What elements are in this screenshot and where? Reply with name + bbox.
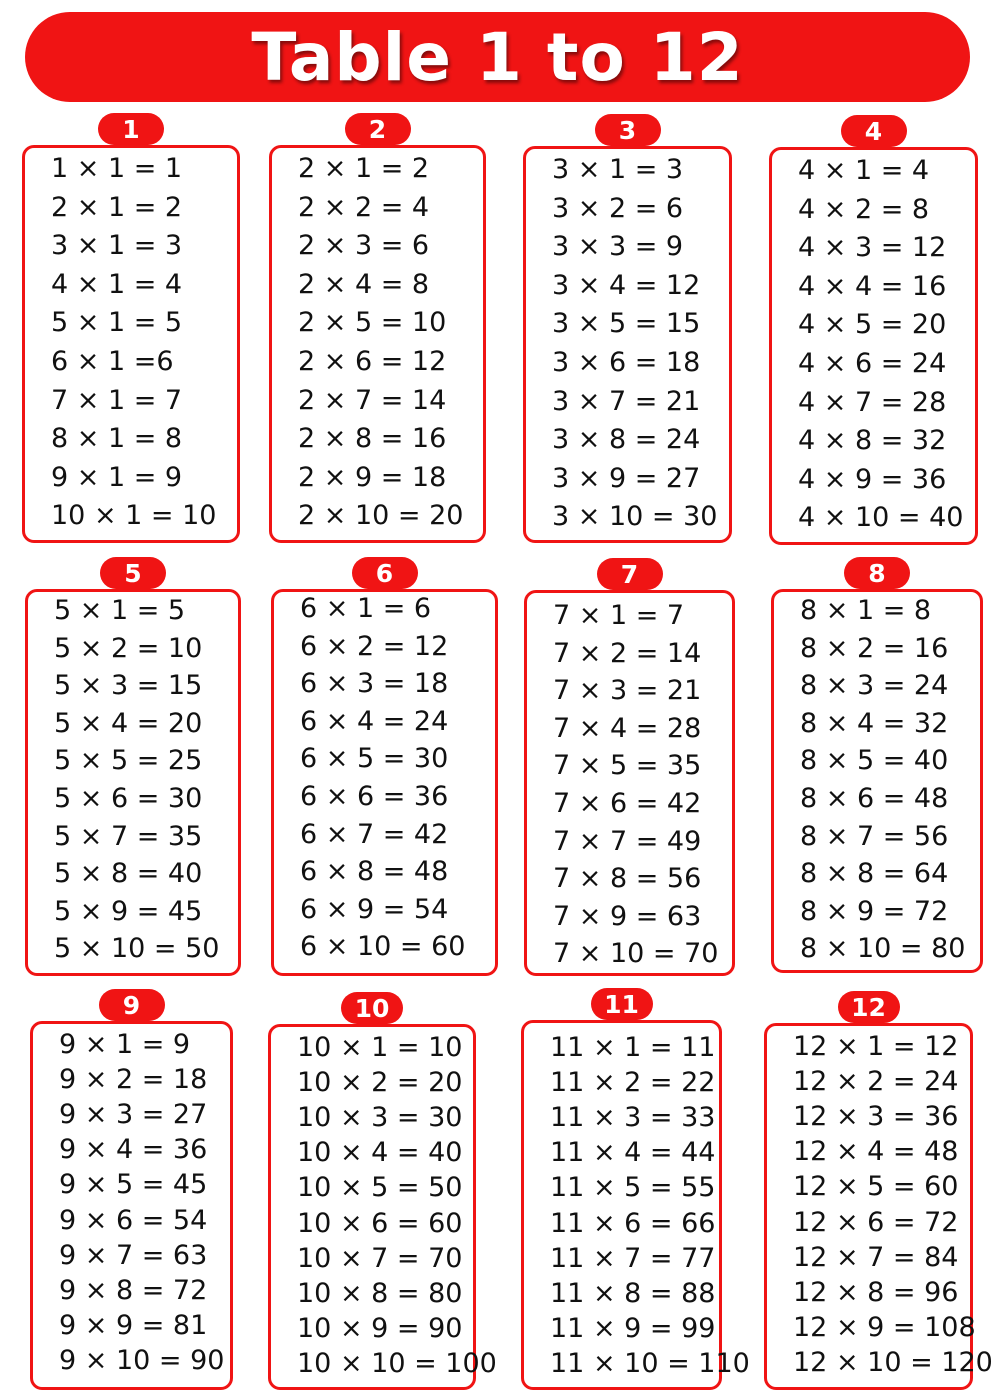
table-row: 12 × 7 = 84 — [793, 1241, 959, 1273]
table-row: 8 × 8 = 64 — [800, 858, 949, 890]
table-row: 12 × 8 = 96 — [793, 1276, 959, 1308]
table-box-4 — [769, 147, 978, 545]
table-row: 8 × 9 = 72 — [800, 895, 949, 927]
table-row: 8 × 1 = 8 — [51, 423, 183, 455]
table-row: 11 × 4 = 44 — [550, 1137, 716, 1169]
table-row: 2 × 1 = 2 — [51, 191, 183, 223]
table-row: 7 × 4 = 28 — [553, 712, 702, 744]
table-row: 2 × 3 = 6 — [298, 230, 430, 262]
table-number-badge: 12 — [838, 991, 900, 1023]
table-row: 9 × 7 = 63 — [59, 1239, 208, 1271]
table-row: 8 × 1 = 8 — [800, 595, 932, 626]
table-row: 3 × 9 = 27 — [552, 462, 701, 494]
table-number-badge: 7 — [597, 558, 663, 590]
table-number-badge: 4 — [841, 115, 907, 147]
table-row: 6 × 4 = 24 — [300, 705, 449, 737]
table-row: 2 × 6 = 12 — [298, 346, 447, 377]
table-row: 4 × 9 = 36 — [798, 463, 947, 495]
table-number-badge: 8 — [844, 557, 910, 589]
table-row: 7 × 1 = 7 — [51, 384, 183, 416]
table-row: 7 × 9 = 63 — [553, 900, 702, 932]
table-row: 2 × 7 = 14 — [298, 384, 447, 416]
table-row: 5 × 3 = 15 — [54, 670, 203, 702]
table-row: 6 × 1 =6 — [51, 346, 174, 377]
table-row: 7 × 5 = 35 — [553, 750, 702, 782]
table-row: 6 × 6 = 36 — [300, 781, 449, 812]
table-row: 5 × 8 = 40 — [54, 858, 203, 890]
table-row: 3 × 5 = 15 — [552, 308, 701, 340]
table-row: 4 × 4 = 16 — [798, 270, 947, 302]
table-row: 2 × 4 = 8 — [298, 268, 430, 300]
table-box-12 — [764, 1023, 993, 1390]
table-row: 5 × 6 = 30 — [54, 783, 203, 814]
table-row: 9 × 4 = 36 — [59, 1134, 208, 1166]
title-banner — [25, 12, 970, 102]
table-row: 6 × 8 = 48 — [300, 856, 449, 888]
table-row: 3 × 6 = 18 — [552, 347, 701, 378]
table-row: 6 × 5 = 30 — [300, 743, 449, 775]
table-row: 8 × 7 = 56 — [800, 820, 949, 852]
table-row: 2 × 5 = 10 — [298, 307, 447, 339]
table-box-11 — [521, 1020, 750, 1390]
table-row: 5 × 4 = 20 — [54, 707, 203, 739]
table-row: 6 × 9 = 54 — [300, 893, 449, 925]
table-row: 4 × 5 = 20 — [798, 309, 947, 341]
table-box-5 — [25, 589, 241, 976]
table-row: 11 × 6 = 66 — [550, 1207, 716, 1239]
table-box-9 — [30, 1021, 233, 1390]
table-row: 10 × 7 = 70 — [297, 1242, 463, 1274]
table-number-badge: 9 — [99, 989, 165, 1021]
table-row: 10 × 1 = 10 — [297, 1032, 463, 1063]
table-number-badge: 11 — [591, 988, 653, 1020]
table-row: 10 × 10 = 100 — [297, 1347, 497, 1379]
table-row: 8 × 10 = 80 — [800, 933, 966, 965]
table-box-2 — [269, 145, 486, 543]
table-box-3 — [523, 146, 732, 543]
table-number-badge: 10 — [341, 992, 403, 1024]
table-row: 7 × 10 = 70 — [553, 938, 719, 970]
table-row: 3 × 8 = 24 — [552, 424, 701, 456]
table-row: 12 × 3 = 36 — [793, 1101, 959, 1133]
table-row: 11 × 9 = 99 — [550, 1312, 716, 1344]
table-row: 2 × 10 = 20 — [298, 500, 464, 532]
table-row: 10 × 3 = 30 — [297, 1102, 463, 1134]
table-row: 4 × 3 = 12 — [798, 232, 947, 264]
table-row: 5 × 1 = 5 — [54, 595, 186, 626]
table-row: 12 × 9 = 108 — [793, 1311, 976, 1343]
table-row: 1 × 1 = 1 — [51, 153, 183, 184]
table-row: 9 × 10 = 90 — [59, 1344, 225, 1376]
table-row: 10 × 9 = 90 — [297, 1312, 463, 1344]
table-row: 10 × 1 = 10 — [51, 500, 217, 532]
table-number-badge: 1 — [98, 113, 164, 145]
table-row: 2 × 2 = 4 — [298, 191, 430, 223]
table-number-badge: 6 — [352, 557, 418, 589]
table-row: 4 × 10 = 40 — [798, 502, 964, 534]
table-row: 5 × 1 = 5 — [51, 307, 183, 339]
table-row: 7 × 6 = 42 — [553, 788, 702, 819]
table-row: 10 × 4 = 40 — [297, 1137, 463, 1169]
table-box-7 — [524, 590, 735, 976]
table-row: 7 × 2 = 14 — [553, 637, 702, 669]
table-row: 12 × 10 = 120 — [793, 1346, 993, 1378]
table-number-badge: 2 — [345, 113, 411, 145]
table-row: 10 × 5 = 50 — [297, 1172, 463, 1204]
table-row: 5 × 10 = 50 — [54, 933, 220, 965]
table-row: 7 × 1 = 7 — [553, 600, 685, 631]
table-row: 9 × 9 = 81 — [59, 1309, 208, 1341]
table-row: 4 × 1 = 4 — [51, 268, 183, 300]
table-row: 12 × 5 = 60 — [793, 1171, 959, 1203]
table-row: 10 × 6 = 60 — [297, 1207, 463, 1239]
table-row: 5 × 5 = 25 — [54, 745, 203, 777]
table-number-badge: 5 — [100, 557, 166, 589]
table-row: 9 × 1 = 9 — [51, 461, 183, 493]
table-row: 2 × 8 = 16 — [298, 423, 447, 455]
table-row: 10 × 8 = 80 — [297, 1277, 463, 1309]
table-row: 3 × 1 = 3 — [552, 154, 684, 185]
table-row: 9 × 8 = 72 — [59, 1274, 208, 1306]
table-row: 8 × 3 = 24 — [800, 670, 949, 702]
table-row: 8 × 2 = 16 — [800, 632, 949, 664]
table-row: 3 × 4 = 12 — [552, 269, 701, 301]
table-row: 6 × 2 = 12 — [300, 630, 449, 662]
table-row: 3 × 10 = 30 — [552, 501, 718, 533]
table-row: 9 × 3 = 27 — [59, 1099, 208, 1131]
table-row: 7 × 3 = 21 — [553, 675, 702, 707]
table-row: 12 × 4 = 48 — [793, 1136, 959, 1168]
table-row: 5 × 9 = 45 — [54, 895, 203, 927]
table-row: 11 × 5 = 55 — [550, 1172, 716, 1204]
table-row: 3 × 7 = 21 — [552, 385, 701, 417]
table-box-8 — [771, 589, 983, 973]
table-row: 9 × 2 = 18 — [59, 1064, 208, 1096]
table-row: 4 × 2 = 8 — [798, 193, 930, 225]
table-row: 9 × 5 = 45 — [59, 1169, 208, 1201]
table-row: 6 × 1 = 6 — [300, 593, 432, 624]
table-row: 7 × 8 = 56 — [553, 863, 702, 895]
table-row: 11 × 1 = 11 — [550, 1032, 716, 1063]
table-row: 9 × 1 = 9 — [59, 1029, 191, 1060]
table-row: 3 × 1 = 3 — [51, 230, 183, 262]
table-row: 4 × 7 = 28 — [798, 386, 947, 418]
table-row: 2 × 1 = 2 — [298, 153, 430, 184]
table-row: 8 × 4 = 32 — [800, 707, 949, 739]
table-row: 9 × 6 = 54 — [59, 1204, 208, 1236]
table-row: 12 × 2 = 24 — [793, 1066, 959, 1098]
table-number-badge: 3 — [595, 114, 661, 146]
table-row: 10 × 2 = 20 — [297, 1067, 463, 1099]
table-row: 8 × 6 = 48 — [800, 783, 949, 814]
table-row: 3 × 3 = 9 — [552, 231, 684, 263]
table-box-1 — [22, 145, 240, 543]
table-row: 12 × 1 = 12 — [793, 1031, 959, 1062]
table-row: 3 × 2 = 6 — [552, 192, 684, 224]
table-row: 4 × 6 = 24 — [798, 348, 947, 379]
table-row: 5 × 7 = 35 — [54, 820, 203, 852]
table-box-6 — [271, 589, 498, 976]
table-row: 11 × 3 = 33 — [550, 1102, 716, 1134]
table-row: 7 × 7 = 49 — [553, 825, 702, 857]
table-row: 11 × 2 = 22 — [550, 1067, 716, 1099]
table-row: 4 × 8 = 32 — [798, 425, 947, 457]
table-row: 8 × 5 = 40 — [800, 745, 949, 777]
table-row: 11 × 7 = 77 — [550, 1242, 716, 1274]
table-row: 6 × 10 = 60 — [300, 931, 466, 963]
table-row: 11 × 10 = 110 — [550, 1347, 750, 1379]
table-row: 12 × 6 = 72 — [793, 1206, 959, 1238]
page-title: Table 1 to 12 — [251, 18, 744, 96]
table-row: 5 × 2 = 10 — [54, 632, 203, 664]
table-row: 6 × 7 = 42 — [300, 818, 449, 850]
table-row: 2 × 9 = 18 — [298, 461, 447, 493]
table-row: 11 × 8 = 88 — [550, 1277, 716, 1309]
table-row: 6 × 3 = 18 — [300, 668, 449, 700]
table-box-10 — [268, 1024, 497, 1390]
table-row: 4 × 1 = 4 — [798, 155, 930, 186]
